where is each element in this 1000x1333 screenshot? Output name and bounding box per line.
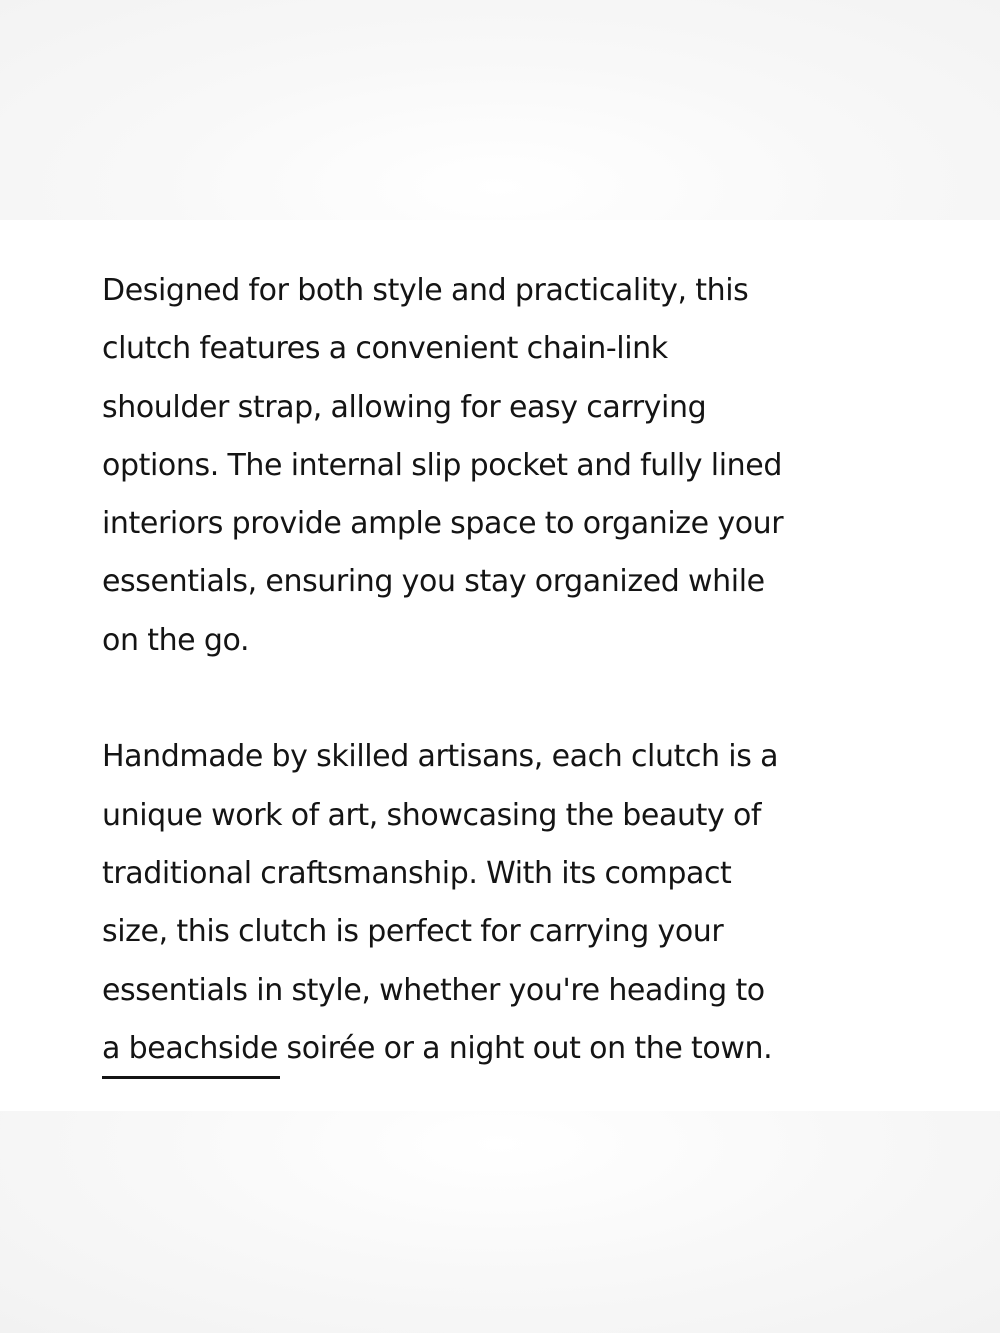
product-description <box>102 262 892 1078</box>
bottom-blurred-area <box>0 1111 1000 1333</box>
top-blurred-area <box>0 0 1000 220</box>
description-paragraph-2: Handmade by skilled artisans, each clutch is a unique work of art, showcasing the beauty of traditional craftsmanship. With its compact size, this clutch is perfect for carrying your essentials in style, whether you're heading to a beachside soirée or a night out on the town. <box>102 739 779 1066</box>
text-underline <box>102 1076 280 1079</box>
description-paragraph-1: Designed for both style and practicality, this clutch features a convenient chain-link shoulder strap, allowing for easy carrying options. The internal slip pocket and fully lined interiors provide ample space to organize your essentials, ensuring you stay organized while on the go. <box>102 273 784 658</box>
